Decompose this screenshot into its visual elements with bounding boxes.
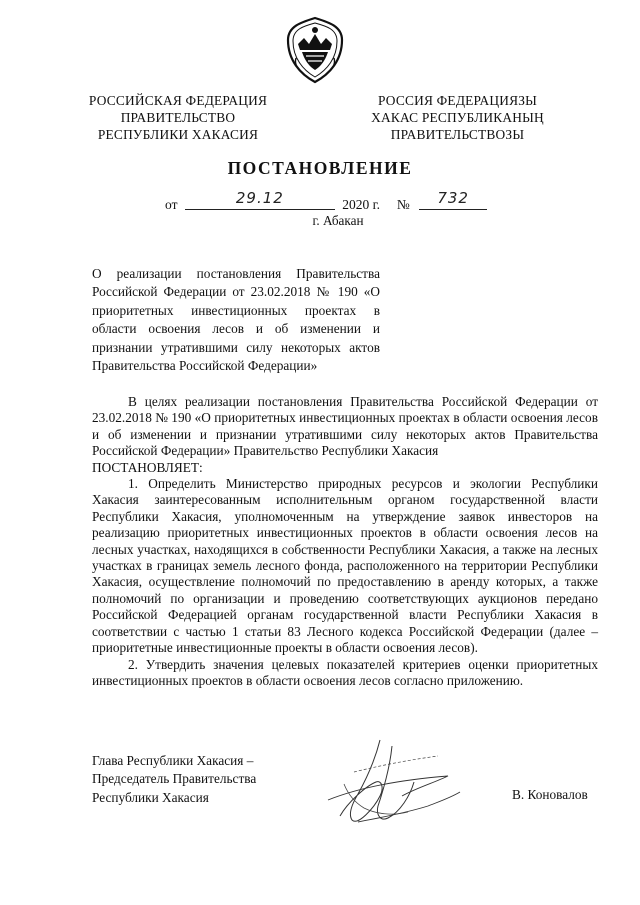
document-body — [92, 394, 598, 689]
header-right-line1: РОССИЯ ФЕДЕРАЦИЯЗЫ — [378, 93, 537, 108]
date-prefix: от — [165, 197, 178, 212]
signatory-position-line2: Председатель Правительства — [92, 771, 257, 787]
body-resolves: ПОСТАНОВЛЯЕТ: — [92, 459, 203, 475]
body-item-1: 1. Определить Министерство природных ресурсов и экологии Республики Хакасия заинтересованным исполнительным органом государственной власти Республики Хакасия, уполномоченным на утверждение заявок инвесторов на реализацию приоритетных инвестиционных проектов в области освоения лесов на лесных участках, находящихся в собственности Республики Хакасия, а также на лесных участках в границах земель лесного фонда, расположенного на территории Республики Хакасия, осуществление полномочий по предоставлению в аренду которых, а также полномочий по организации и проведению соответствующих аукционов передано Российской Федерацией органам государственной власти Республики Хакасия в соответствии с частью 1 статьи 83 Лесного кодекса Российской Федерации (далее – приоритетные инвестиционные проекты в области освоения лесов). — [92, 476, 598, 656]
signatory-position-line3: Республики Хакасия — [92, 789, 209, 805]
header-right-line2: ХАКАС РЕСПУБЛИКАНЫҢ — [371, 110, 544, 125]
document-subject: О реализации постановления Правительства Российской Федерации от 23.02.2018 № 190 «О приоритетных инвестиционных проектах в области освоения лесов и об изменении и признании утратившими силу некоторых актов Правительства Российской Федерации» — [92, 266, 380, 374]
city-label: г. Абакан — [312, 213, 364, 228]
number-field — [419, 189, 487, 210]
signatory-position-line1: Глава Республики Хакасия – — [92, 753, 254, 768]
header-right-block — [355, 92, 560, 143]
header-left-line2: ПРАВИТЕЛЬСТВО — [120, 110, 236, 125]
date-year: 2020 г. — [342, 197, 380, 212]
header-right-line3: ПРАВИТЕЛЬСТВОЗЫ — [390, 127, 525, 142]
signatory-name: В. Коновалов — [512, 787, 588, 802]
number-sign: № — [396, 197, 410, 212]
handwritten-signature — [318, 736, 468, 836]
coat-of-arms-emblem — [284, 16, 346, 84]
body-item-2: 2. Утвердить значения целевых показателей критериев оценки приоритетных инвестиционных проектов в области освоения лесов согласно приложению. — [92, 656, 598, 688]
handwritten-date: 29.12 — [235, 189, 284, 207]
date-field — [185, 189, 335, 210]
handwritten-number: 732 — [437, 189, 469, 207]
header-left-line1: РОССИЙСКАЯ ФЕДЕРАЦИЯ — [88, 93, 268, 108]
document-title: ПОСТАНОВЛЕНИЕ — [227, 158, 413, 178]
body-preamble: В целях реализации постановления Правительства Российской Федерации от 23.02.2018 № 190 «О приоритетных инвестиционных проектах в области освоения лесов и об изменении и признании утратившими силу некоторых актов Правительства Российской Федерации» Правительство Республики Хакасия — [92, 394, 598, 459]
date-number-line — [165, 189, 487, 213]
signatory-position — [92, 752, 256, 807]
header-left-line3: РЕСПУБЛИКИ ХАКАСИЯ — [97, 127, 259, 142]
header-left-block — [80, 92, 276, 143]
